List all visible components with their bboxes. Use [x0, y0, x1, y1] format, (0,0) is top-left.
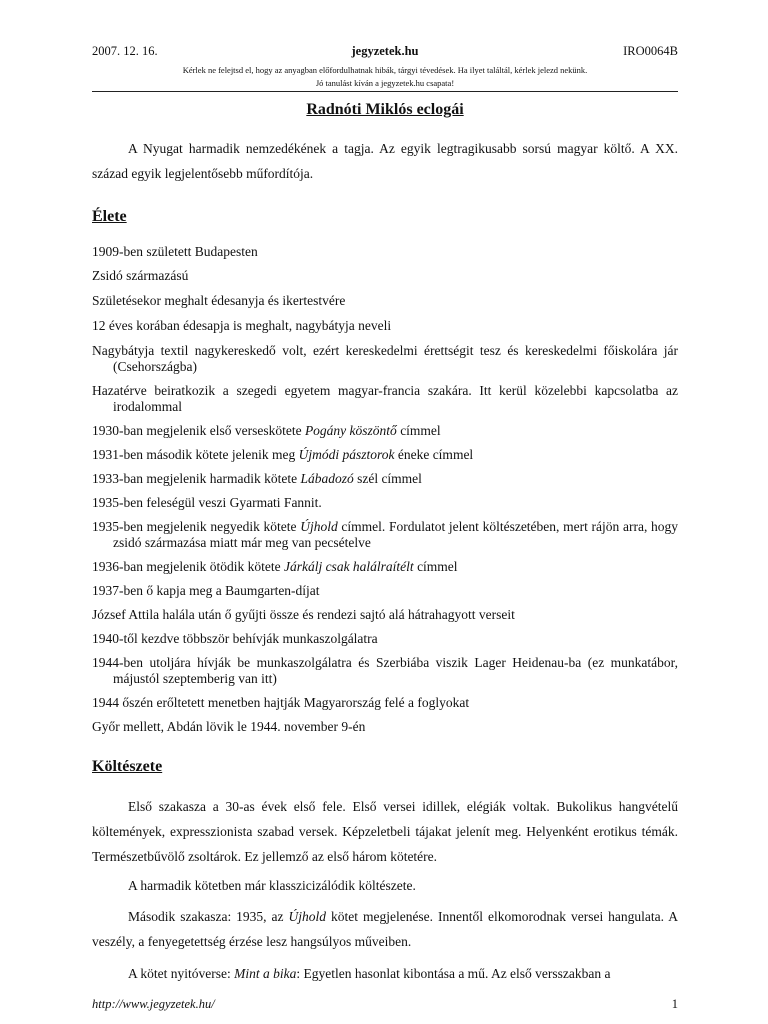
- life-item-text: 1933-ban megjelenik harmadik kötete: [92, 471, 301, 486]
- header-divider: [92, 91, 678, 92]
- page-title: Radnóti Miklós eclogái: [306, 101, 464, 118]
- header-notice-line-1: Kérlek ne felejtsd el, hogy az anyagban előfordulhatnak hibák, tárgyi tévedések. Ha ilyet találtál, kérlek jelezd nekünk.: [182, 65, 588, 75]
- life-item: [92, 719, 678, 735]
- life-item: [92, 318, 678, 334]
- life-item-title-italic: Járkálj csak halálraítélt: [283, 559, 414, 574]
- life-item-text-after: éneke címmel: [394, 447, 474, 462]
- poetry-paragraph-4-text-a: A kötet nyitóverse:: [128, 966, 235, 981]
- header-document-code: IRO0064B: [623, 44, 678, 58]
- life-item: [92, 695, 678, 711]
- life-item-text-after: címmel. Fordulatot jelent költészetében, mert rájön arra, hogy zsidó származása miatt már meg van pecsételve: [113, 519, 679, 550]
- page-header: [92, 44, 678, 60]
- poetry-paragraph-3-text-b: kötet megjelenése. Innentől elkomorodnak versei hangulata. A veszély, a fenyegetettség érzése lesz hangsúlyos műveiben.: [92, 909, 679, 949]
- header-notice: [92, 64, 678, 90]
- poetry-paragraph-1: Első szakasza a 30-as évek első fele. Első versei idillek, elégiák voltak. Bukolikus hangvételű költemények, expresszionista szabad versek. Képzeletbeli tájakat jelenít meg. Helyenként erotikus témák. Természetbűvölő zsoltárok. Ez jellemző az első három kötetére.: [92, 799, 678, 864]
- poetry-paragraph-3: [92, 904, 678, 954]
- life-item: [92, 471, 678, 487]
- life-item: [92, 293, 678, 309]
- life-item-title-italic: Pogány köszöntő: [304, 423, 397, 438]
- life-item: [92, 244, 678, 260]
- life-item-text: 1935-ben megjelenik negyedik kötete: [92, 519, 301, 534]
- life-item: [92, 383, 678, 415]
- life-item-text: 12 éves korában édesapja is meghalt, nagybátyja neveli: [92, 318, 392, 333]
- poetry-paragraph-4: [92, 961, 678, 986]
- life-item-text-after: szél címmel: [353, 471, 422, 486]
- poetry-paragraph-2: A harmadik kötetben már klasszicizálódik költészete.: [128, 878, 416, 893]
- life-item-text: 1940-től kezdve többször behívják munkaszolgálatra: [92, 631, 378, 646]
- life-item-text: 1944 őszén erőltetett menetben hajtják Magyarország felé a foglyokat: [92, 695, 470, 710]
- life-item-text: 1935-ben feleségül veszi Gyarmati Fannit.: [92, 495, 322, 510]
- life-item: [92, 607, 678, 623]
- life-item-title-italic: Újhold: [300, 519, 338, 534]
- life-item: [92, 519, 678, 551]
- poetry-paragraph-3-italic: Újhold: [288, 909, 327, 924]
- header-site-name: jegyzetek.hu: [351, 44, 419, 58]
- life-item-text: 1930-ban megjelenik első verseskötete: [92, 423, 305, 438]
- footer-page-number: 1: [671, 997, 678, 1011]
- header-date: 2007. 12. 16.: [92, 44, 158, 58]
- life-item: [92, 631, 678, 647]
- life-item-text: 1909-ben született Budapesten: [92, 244, 258, 259]
- life-item-text: 1931-ben második kötete jelenik meg: [92, 447, 299, 462]
- life-item-text: 1936-ban megjelenik ötödik kötete: [92, 559, 284, 574]
- life-item: [92, 343, 678, 375]
- life-item: [92, 495, 678, 511]
- poetry-paragraph-3-text-a: Második szakasza: 1935, az: [128, 909, 289, 924]
- life-item-text: Zsidó származású: [92, 268, 189, 283]
- footer-url: http://www.jegyzetek.hu/: [92, 997, 215, 1011]
- life-item-text: Születésekor meghalt édesanyja és ikertestvére: [92, 293, 346, 308]
- life-item-text: 1937-ben ő kapja meg a Baumgarten-díjat: [92, 583, 320, 598]
- life-item-text: József Attila halála után ő gyűjti össze és rendezi sajtó alá hátrahagyott verseit: [92, 607, 515, 622]
- life-item-text-after: címmel: [413, 559, 458, 574]
- poetry-paragraph-4-text-b: : Egyetlen hasonlat kibontása a mű. Az első versszakban a: [296, 966, 611, 981]
- life-item: [92, 423, 678, 439]
- life-item: [92, 268, 678, 284]
- section-heading-poetry: Költészete: [92, 758, 163, 775]
- life-item: [92, 559, 678, 575]
- life-item-text: Győr mellett, Abdán lövik le 1944. november 9-én: [92, 719, 366, 734]
- section-heading-life: Élete: [92, 208, 127, 225]
- poetry-paragraph-4-italic: Mint a bika: [234, 966, 297, 981]
- intro-paragraph: A Nyugat harmadik nemzedékének a tagja. Az egyik legtragikusabb sorsú magyar költő. A XX. század egyik legjelentősebb műfordítója.: [92, 141, 678, 181]
- life-item-text-after: címmel: [396, 423, 441, 438]
- life-item: [92, 655, 678, 687]
- life-item-title-italic: Újmódi pásztorok: [298, 447, 395, 462]
- life-item: [92, 583, 678, 599]
- life-item-text: 1944-ben utoljára hívják be munkaszolgálatra és Szerbiába viszik Lager Heidenau-ba (ez munkatábor, májustól szeptemberig van itt): [92, 655, 678, 686]
- life-item-title-italic: Lábadozó: [300, 471, 354, 486]
- life-item-text: Nagybátyja textil nagykereskedő volt, ezért kereskedelmi érettségit tesz és kereskedelmi főiskolára jár (Csehországba): [92, 343, 678, 374]
- life-item-text: Hazatérve beiratkozik a szegedi egyetem magyar-francia szakára. Itt kerül közelebbi kapcsolatba az irodalommal: [92, 383, 678, 414]
- header-notice-line-2: Jó tanulást kíván a jegyzetek.hu csapata!: [315, 78, 455, 88]
- life-item: [92, 447, 678, 463]
